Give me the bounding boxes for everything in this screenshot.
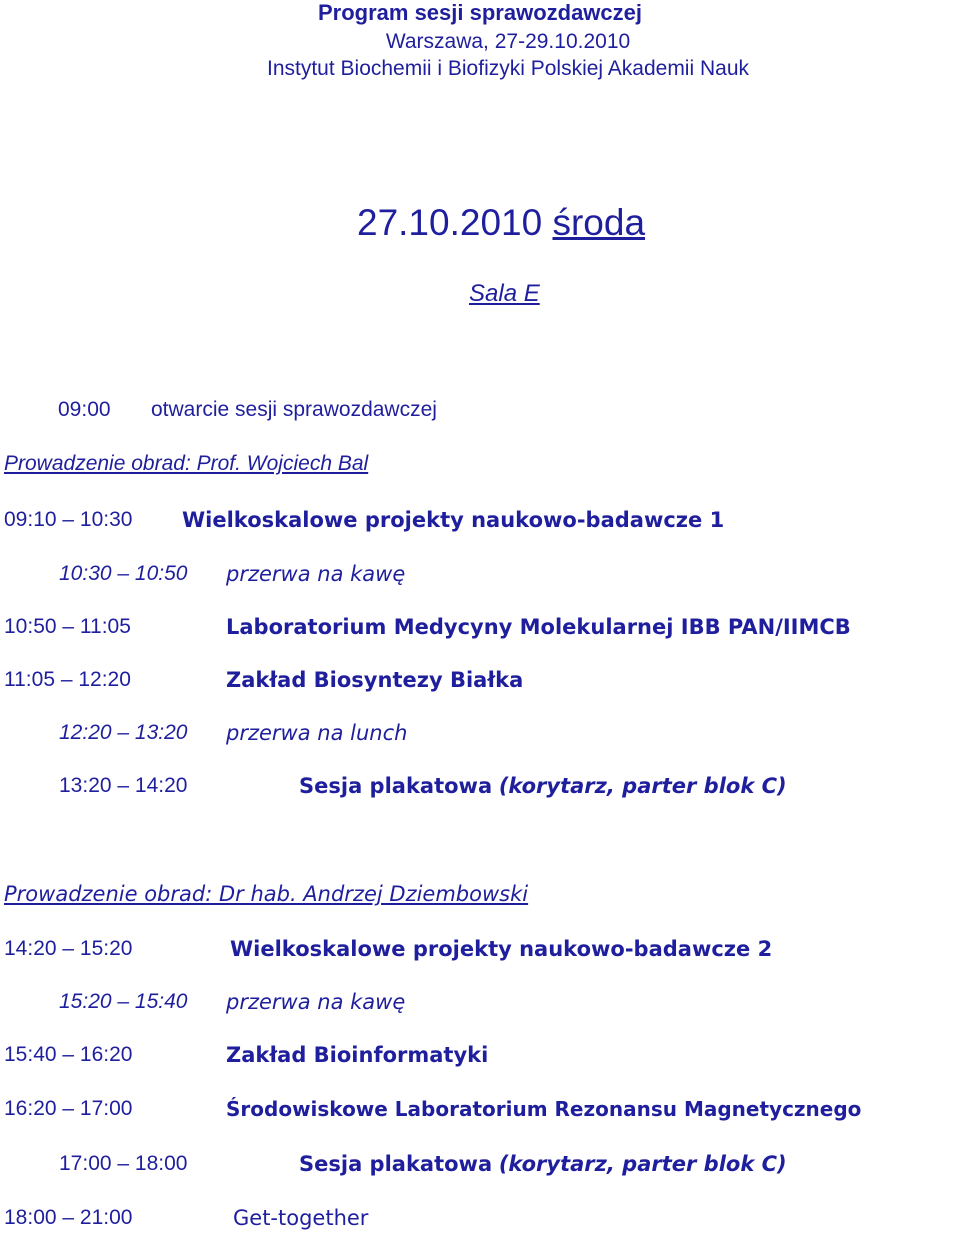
institute-name: Instytut Biochemii i Biofizyki Polskiej Akademii Nauk: [266, 57, 749, 80]
room-label: Sala E: [469, 280, 540, 307]
row-time: 14:20 – 15:20: [4, 937, 133, 960]
row-time: 15:40 – 16:20: [4, 1043, 133, 1066]
row-time: 15:20 – 15:40: [59, 990, 188, 1013]
row-time: 18:00 – 21:00: [4, 1206, 133, 1229]
row-time: 11:05 – 12:20: [4, 668, 131, 691]
poster-session-location: (korytarz, parter blok C): [498, 1152, 787, 1176]
row-label: Zakład Bioinformatyki: [226, 1043, 489, 1067]
row-label: [299, 774, 787, 798]
day-weekday: środa: [552, 202, 646, 243]
day-date: 27.10.2010: [357, 202, 543, 243]
date-location: Warszawa, 27-29.10.2010: [385, 30, 631, 53]
row-label: Wielkoskalowe projekty naukowo-badawcze 1: [182, 508, 725, 532]
row-label: [299, 1152, 787, 1176]
row-time: 16:20 – 17:00: [4, 1097, 133, 1120]
poster-session-label: Sesja plakatowa: [299, 774, 493, 798]
poster-session-location: (korytarz, parter blok C): [498, 774, 787, 798]
row-time: 10:30 – 10:50: [59, 562, 188, 585]
row-time: 10:50 – 11:05: [4, 615, 131, 638]
row-label: przerwa na lunch: [226, 721, 408, 745]
session-chair-2: Prowadzenie obrad: Dr hab. Andrzej Dziembowski: [4, 882, 529, 906]
row-label: przerwa na kawę: [226, 990, 406, 1014]
row-time: 12:20 – 13:20: [59, 721, 188, 744]
row-time: 17:00 – 18:00: [59, 1152, 188, 1175]
opening-label: otwarcie sesji sprawozdawczej: [151, 398, 437, 421]
schedule-row: [4, 508, 132, 532]
opening-time: 09:00: [58, 398, 111, 421]
session-chair-1: Prowadzenie obrad: Prof. Wojciech Bal: [4, 452, 369, 475]
row-label: Get-together: [233, 1206, 369, 1230]
document-title: Program sesji sprawozdawczej: [317, 0, 643, 25]
row-time: 09:10 – 10:30: [4, 508, 133, 531]
day-heading: [357, 202, 645, 244]
row-label: Środowiskowe Laboratorium Rezonansu Magnetycznego: [226, 1097, 862, 1121]
row-label: przerwa na kawę: [226, 562, 406, 586]
row-label: Laboratorium Medycyny Molekularnej IBB PAN/IIMCB: [226, 615, 851, 639]
row-time: 13:20 – 14:20: [59, 774, 188, 797]
row-label: Wielkoskalowe projekty naukowo-badawcze 2: [230, 937, 773, 961]
row-label: Zakład Biosyntezy Białka: [226, 668, 524, 692]
poster-session-label: Sesja plakatowa: [299, 1152, 493, 1176]
